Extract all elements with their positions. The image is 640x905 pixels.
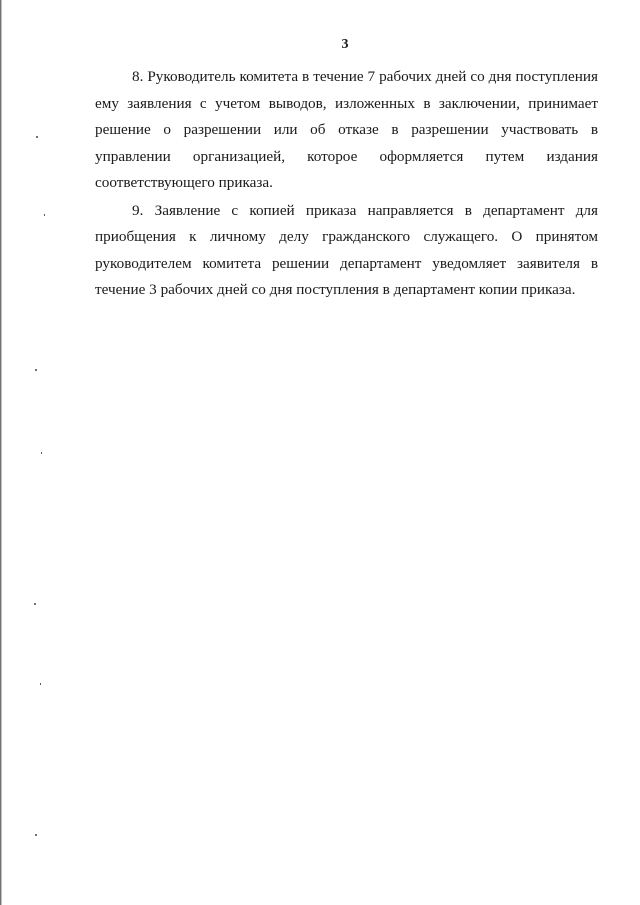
body-text: [95, 64, 598, 304]
scan-speck: [35, 834, 37, 836]
paragraph-9: 9. Заявление с копией приказа направляется в департамент для приобщения к личному делу гражданского служащего. О принятом руководителем комитета решении департамент уведомляет заявителя в течение 3 рабочих дней со дня поступления в департамент копии приказа.: [95, 201, 598, 298]
scan-speck: [40, 683, 41, 685]
scan-speck: [44, 214, 45, 216]
scan-speck: [41, 452, 42, 454]
scan-speck: [36, 136, 38, 138]
scan-speck: [35, 369, 37, 371]
scan-binding-edge: [0, 0, 2, 905]
scan-speck: [34, 603, 36, 605]
page-number: 3: [341, 37, 349, 52]
paragraph-8: 8. Руководитель комитета в течение 7 рабочих дней со дня поступления ему заявления с учетом выводов, изложенных в заключении, принимает решение о разрешении или об отказе в разрешении участвовать в управлении организацией, которое оформляется путем издания соответствующего приказа.: [95, 68, 598, 191]
